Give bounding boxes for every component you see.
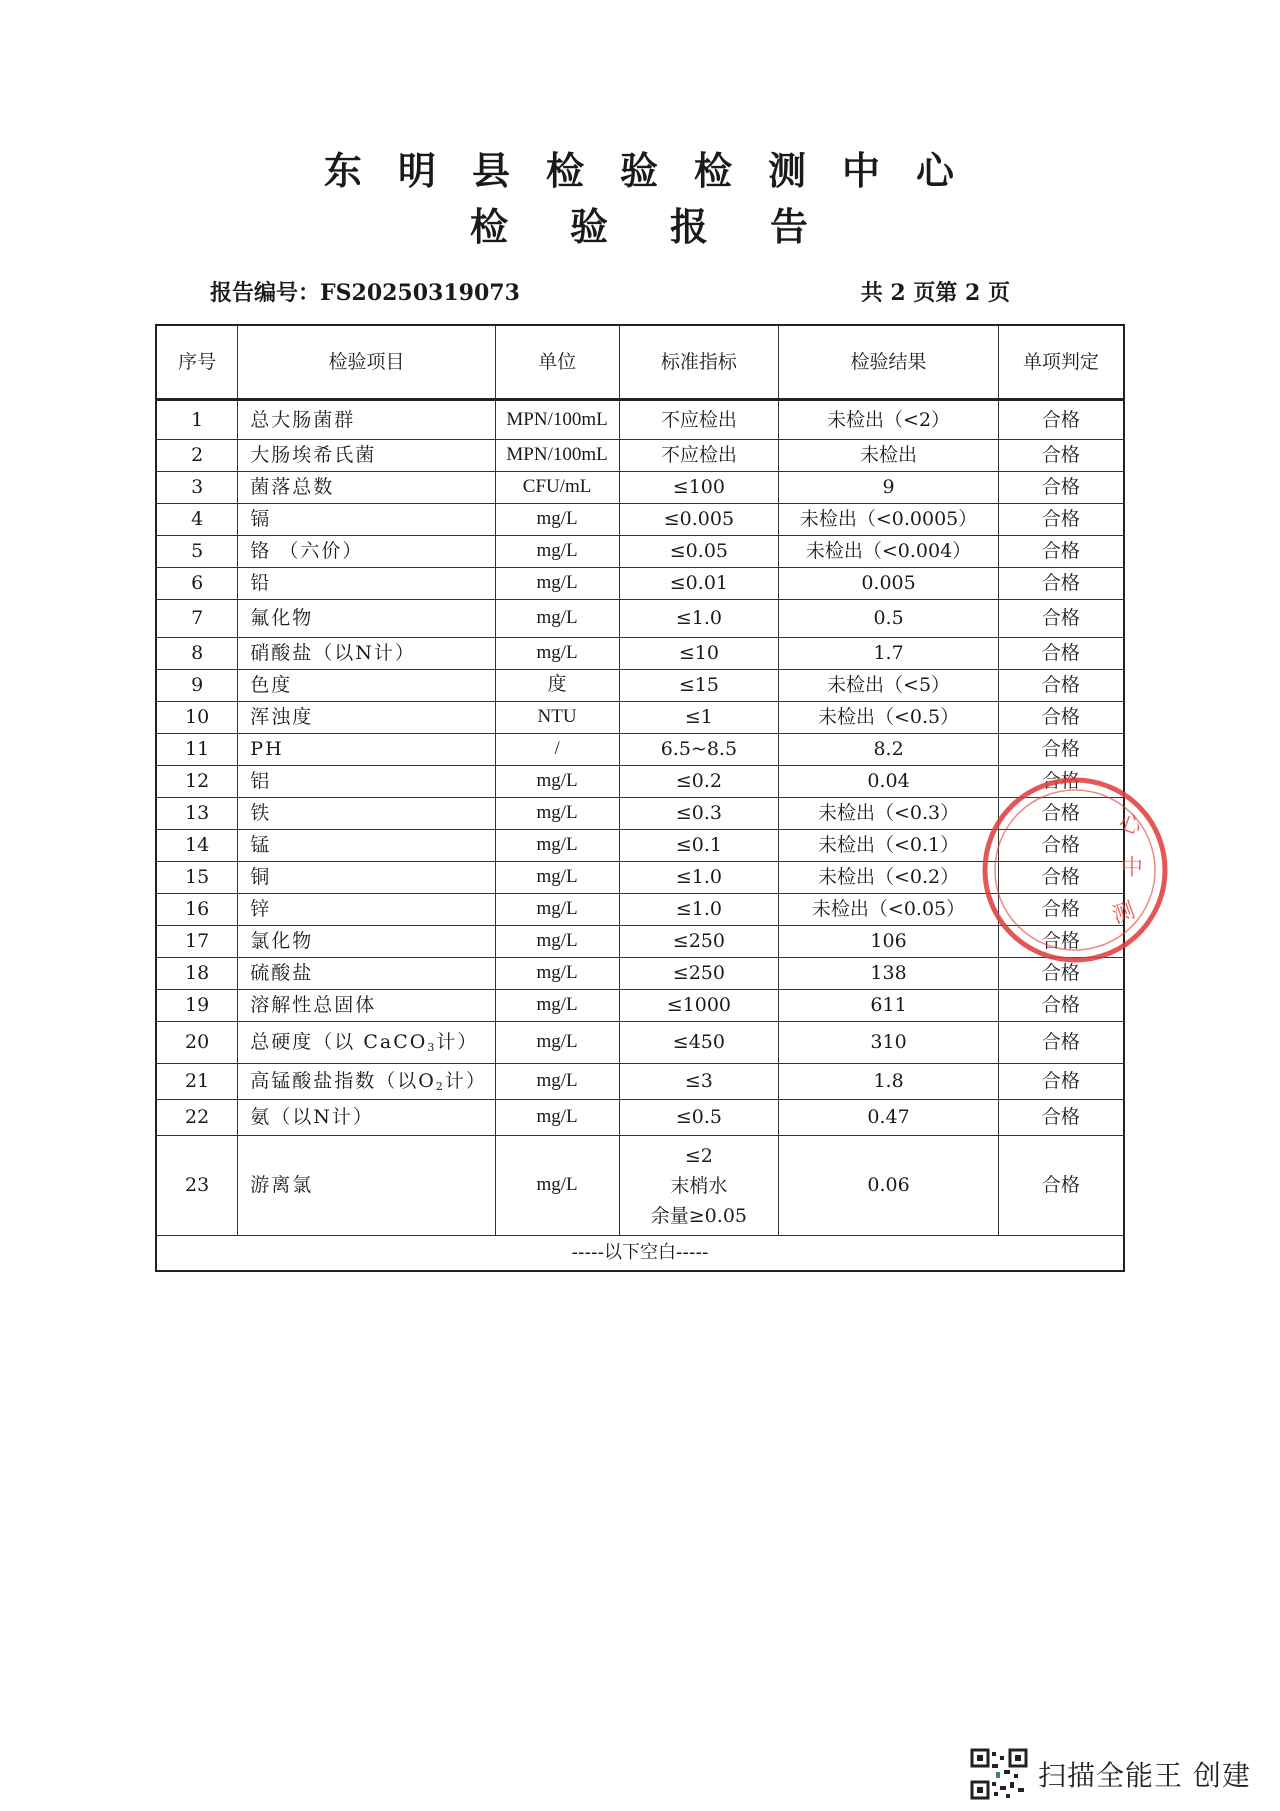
table-row [156,600,1124,638]
standard-limit: ≤0.01 [619,568,779,600]
table-row [156,862,1124,894]
unit: mg/L [495,1064,619,1100]
test-item [238,1022,495,1064]
table-row [156,990,1124,1022]
test-result: 106 [779,926,999,958]
test-result: 0.06 [779,1136,999,1236]
unit: MPN/100mL [495,440,619,472]
test-item: 锌 [238,894,495,926]
standard-limit: ≤1 [619,702,779,734]
title-char: 报 [670,204,711,249]
table-row [156,504,1124,536]
test-item: PH [238,734,495,766]
row-number: 14 [156,830,238,862]
test-item: 总大肠菌群 [238,400,495,440]
row-number: 8 [156,638,238,670]
title-char: 县 [471,148,512,193]
table-row [156,958,1124,990]
unit: mg/L [495,536,619,568]
row-number: 13 [156,798,238,830]
verdict: 合格 [998,600,1124,638]
test-item: 溶解性总固体 [238,990,495,1022]
standard-limit: 不应检出 [619,400,779,440]
official-seal [1109,770,1265,970]
test-result: 未检出（<0.3） [779,798,999,830]
test-item: 铝 [238,766,495,798]
standard-line: 末梢水 [670,1174,728,1197]
table-row [156,536,1124,568]
title-char: 东 [323,148,364,193]
test-item: 氯化物 [238,926,495,958]
unit: NTU [495,702,619,734]
row-number: 20 [156,1022,238,1064]
test-result: 未检出（<0.5） [779,702,999,734]
unit: 度 [495,670,619,702]
table-row [156,568,1124,600]
column-header: 单项判定 [998,325,1124,400]
row-number: 4 [156,504,238,536]
unit: mg/L [495,830,619,862]
unit: mg/L [495,990,619,1022]
test-item [238,1064,495,1100]
verdict: 合格 [998,440,1124,472]
test-item: 氨（以N计） [238,1100,495,1136]
table-row [156,670,1124,702]
test-result: 未检出（<2） [779,400,999,440]
test-item: 铜 [238,862,495,894]
item-text: 高锰酸盐指数（以O [250,1069,436,1092]
row-number: 16 [156,894,238,926]
verdict: 合格 [998,734,1124,766]
row-number: 9 [156,670,238,702]
row-number: 15 [156,862,238,894]
unit: mg/L [495,862,619,894]
unit: / [495,734,619,766]
test-item: 硝酸盐（以N计） [238,638,495,670]
table-row [156,400,1124,440]
test-item: 菌落总数 [238,472,495,504]
test-item: 锰 [238,830,495,862]
test-result: 611 [779,990,999,1022]
column-header: 标准指标 [619,325,779,400]
standard-limit: ≤0.2 [619,766,779,798]
standard-limit: ≤1000 [619,990,779,1022]
verdict: 合格 [998,1100,1124,1136]
test-result: 未检出 [779,440,999,472]
standard-limit: ≤0.5 [619,1100,779,1136]
report-number: 报告编号：FS20250319073 [210,280,520,306]
verdict: 合格 [998,504,1124,536]
table-row [156,702,1124,734]
table-row [156,1022,1124,1064]
column-header: 序号 [156,325,238,400]
item-subscript: 3 [427,1040,437,1054]
test-result: 8.2 [779,734,999,766]
standard-limit: ≤100 [619,472,779,504]
scanner-watermark [970,1748,1251,1800]
row-number: 23 [156,1136,238,1236]
title-char: 明 [397,148,438,193]
verdict: 合格 [998,568,1124,600]
row-number: 3 [156,472,238,504]
unit: mg/L [495,1100,619,1136]
item-text: 计） [436,1030,479,1053]
test-item: 氟化物 [238,600,495,638]
test-item: 铁 [238,798,495,830]
svg-text:中: 中 [1121,856,1144,881]
table-row [156,766,1124,798]
row-number: 18 [156,958,238,990]
title-char: 检 [545,148,586,193]
test-item: 浑浊度 [238,702,495,734]
blank-below-note: -----以下空白----- [156,1236,1124,1272]
title-char: 心 [916,148,957,193]
title-char: 检 [469,204,510,249]
verdict: 合格 [998,1022,1124,1064]
verdict: 合格 [998,1136,1124,1236]
document-title [0,196,1280,251]
row-number: 12 [156,766,238,798]
table-row [156,1064,1124,1100]
standard-limit: 不应检出 [619,440,779,472]
standard-limit: ≤450 [619,1022,779,1064]
row-number: 11 [156,734,238,766]
standard-limit: ≤10 [619,638,779,670]
test-result: 0.5 [779,600,999,638]
unit: mg/L [495,958,619,990]
standard-limit: ≤0.1 [619,830,779,862]
unit: mg/L [495,638,619,670]
table-row [156,830,1124,862]
page-info: 共 2 页第 2 页 [860,280,1010,306]
table-row [156,734,1124,766]
standard-limit [619,1136,779,1236]
standard-limit: ≤250 [619,926,779,958]
test-result: 9 [779,472,999,504]
table-header-row [156,325,1124,400]
scanner-label: 扫描全能王 创建 [1038,1759,1251,1792]
test-result: 0.04 [779,766,999,798]
verdict: 合格 [998,830,1124,862]
qr-code-icon [970,1748,1028,1800]
svg-text:测: 测 [1109,898,1139,930]
standard-limit: ≤1.0 [619,894,779,926]
standard-limit: 6.5~8.5 [619,734,779,766]
unit: mg/L [495,568,619,600]
standard-limit: ≤15 [619,670,779,702]
row-number: 1 [156,400,238,440]
title-char: 验 [569,204,610,249]
test-result: 未检出（<5） [779,670,999,702]
column-header: 检验项目 [238,325,495,400]
unit: mg/L [495,1136,619,1236]
standard-limit: ≤1.0 [619,862,779,894]
verdict: 合格 [998,862,1124,894]
test-result: 310 [779,1022,999,1064]
test-item: 硫酸盐 [238,958,495,990]
unit: mg/L [495,600,619,638]
verdict: 合格 [998,400,1124,440]
test-item: 镉 [238,504,495,536]
standard-line: ≤2 [684,1144,713,1167]
standard-limit: ≤0.005 [619,504,779,536]
standard-limit: ≤0.05 [619,536,779,568]
unit: mg/L [495,798,619,830]
column-header: 检验结果 [779,325,999,400]
test-item: 游离氯 [238,1136,495,1236]
table-row [156,1136,1124,1236]
title-char: 验 [619,148,660,193]
verdict: 合格 [998,766,1124,798]
unit: mg/L [495,504,619,536]
table-row [156,440,1124,472]
verdict: 合格 [998,926,1124,958]
row-number: 22 [156,1100,238,1136]
unit: CFU/mL [495,472,619,504]
title-char: 中 [842,148,883,193]
test-item: 铬 （六价） [238,536,495,568]
standard-limit: ≤3 [619,1064,779,1100]
test-result: 0.47 [779,1100,999,1136]
item-subscript: 2 [435,1079,445,1093]
test-item: 大肠埃希氏菌 [238,440,495,472]
unit: mg/L [495,926,619,958]
test-item: 铅 [238,568,495,600]
verdict: 合格 [998,670,1124,702]
row-number: 6 [156,568,238,600]
verdict: 合格 [998,990,1124,1022]
row-number: 17 [156,926,238,958]
table-row [156,798,1124,830]
test-result: 未检出（<0.0005） [779,504,999,536]
row-number: 7 [156,600,238,638]
unit: MPN/100mL [495,400,619,440]
verdict: 合格 [998,958,1124,990]
standard-limit: ≤1.0 [619,600,779,638]
title-char: 测 [768,148,809,193]
table-row [156,894,1124,926]
verdict: 合格 [998,638,1124,670]
verdict: 合格 [998,798,1124,830]
test-result: 0.005 [779,568,999,600]
standard-line: 余量≥0.05 [650,1204,747,1227]
unit: mg/L [495,1022,619,1064]
column-header: 单位 [495,325,619,400]
test-result: 138 [779,958,999,990]
row-number: 10 [156,702,238,734]
verdict: 合格 [998,536,1124,568]
svg-text:心: 心 [1115,809,1145,841]
table-row [156,926,1124,958]
test-results-table [155,324,1125,1272]
item-text: 总硬度（以 CaCO [250,1030,428,1053]
item-text: 计） [444,1069,487,1092]
verdict: 合格 [998,894,1124,926]
organization-title [0,140,1280,195]
unit: mg/L [495,766,619,798]
verdict: 合格 [998,1064,1124,1100]
footer-row [156,1236,1124,1272]
unit: mg/L [495,894,619,926]
verdict: 合格 [998,702,1124,734]
table-row [156,638,1124,670]
table-row [156,1100,1124,1136]
row-number: 2 [156,440,238,472]
row-number: 5 [156,536,238,568]
standard-limit: ≤0.3 [619,798,779,830]
row-number: 21 [156,1064,238,1100]
test-result: 未检出（<0.004） [779,536,999,568]
title-char: 告 [770,204,811,249]
test-result: 未检出（<0.1） [779,830,999,862]
test-result: 1.7 [779,638,999,670]
verdict: 合格 [998,472,1124,504]
table-row [156,472,1124,504]
test-result: 1.8 [779,1064,999,1100]
test-result: 未检出（<0.2） [779,862,999,894]
test-item: 色度 [238,670,495,702]
test-result: 未检出（<0.05） [779,894,999,926]
row-number: 19 [156,990,238,1022]
title-char: 检 [694,148,735,193]
standard-limit: ≤250 [619,958,779,990]
